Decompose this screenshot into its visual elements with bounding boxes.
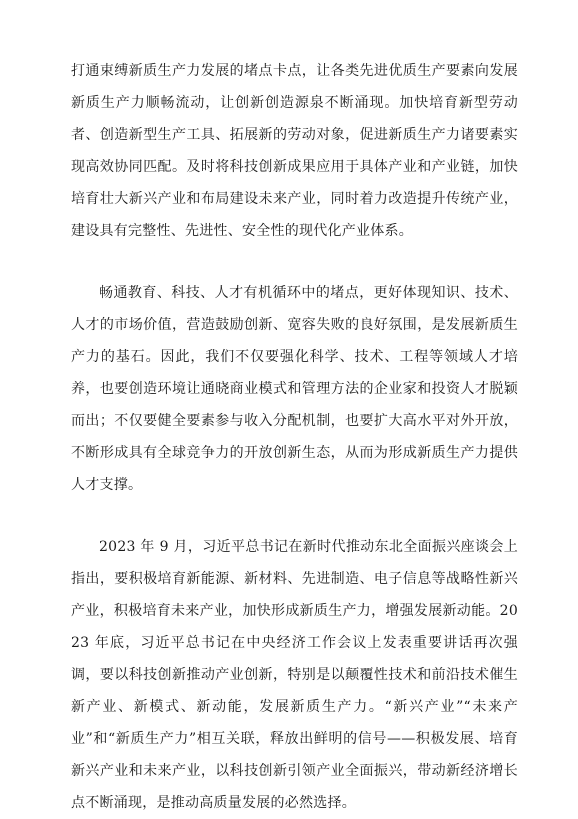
paragraph-2: 畅通教育、科技、人才有机循环中的堵点，更好体现知识、技术、人才的市场价值，营造鼓励创新、宽容失败的良好氛围，是发展新质生产力的基石。因此，我们不仅要强化科学、技术、工程等领域人才培养，也要创造环境让通晓商业模式和管理方法的企业家和投资人才脱颖而出；不仅要健全要素参与收入分配机制，也要扩大高水平对外开放，不断形成具有全球竞争力的开放创新生态，从而为形成新质生产力提供人才支撑。 xyxy=(71,285,518,493)
paragraph-3: 2023 年 9 月，习近平总书记在新时代推动东北全面振兴座谈会上指出，要积极培育新能源、新材料、先进制造、电子信息等战略性新兴产业，积极培育未来产业，加快形成新质生产力，增强发展新动能。2023 年底，习近平总书记在中央经济工作会议上发表重要讲话再次强调，要以科技创新推动产业创新，特别是以颠覆性技术和前沿技术催生新产业、新模式、新动能，发展新质生产力。“新兴产业”“未来产业”和“新质生产力”相互关联，释放出鲜明的信号——积极发展、培育新兴产业和未来产业，以科技创新引领产业全面振兴，带动新经济增长点不断涌现，是推动高质量发展的必然选择。 xyxy=(71,539,518,811)
paragraph-1: 打通束缚新质生产力发展的堵点卡点，让各类先进优质生产要素向发展新质生产力顺畅流动，让创新创造源泉不断涌现。加快培育新型劳动者、创造新型生产工具、拓展新的劳动对象，促进新质生产力诸要素实现高效协同匹配。及时将科技创新成果应用于具体产业和产业链，加快培育壮大新兴产业和布局建设未来产业，同时着力改造提升传统产业，建设具有完整性、先进性、安全性的现代化产业体系。 xyxy=(71,63,518,239)
